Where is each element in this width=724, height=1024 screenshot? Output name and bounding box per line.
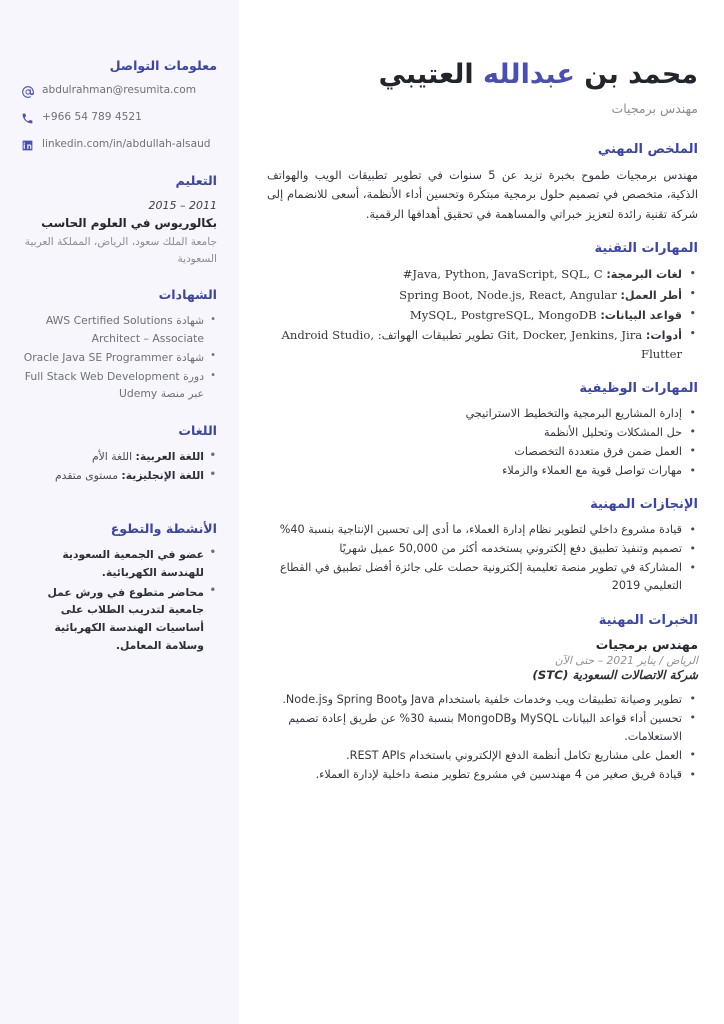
language-label: اللغة الإنجليزية: bbox=[121, 469, 204, 483]
name-part-2: العتيبي bbox=[378, 59, 484, 90]
at-icon bbox=[20, 84, 35, 99]
section-title-achievements: الإنجازات المهنية bbox=[590, 497, 698, 513]
list-item bbox=[20, 467, 217, 484]
candidate-name bbox=[267, 58, 698, 92]
skill-label: لغات البرمجة: bbox=[606, 268, 682, 282]
education-degree: بكالوريوس في العلوم الحاسب bbox=[41, 215, 217, 230]
experience-company: شركة الاتصالات السعودية (STC) bbox=[532, 667, 698, 682]
name-accent-part: عبدالله bbox=[483, 59, 575, 90]
skill-value: Git, Docker, Jenkins, Jira تطوير تطبيقات الهواتف: Android Studio, Flutter bbox=[281, 327, 682, 361]
sidebar-section-education bbox=[20, 173, 217, 267]
list-item: • مهارات تواصل قوية مع العملاء والزملاء bbox=[267, 462, 698, 480]
contact-row-linkedin[interactable] bbox=[20, 137, 217, 153]
list-item: • تحسين أداء قواعد البيانات MySQL وMongoDB بنسبة 30% عن طريق إعادة تصميم الاستعلامات. bbox=[267, 710, 698, 746]
list-item bbox=[267, 326, 698, 364]
list-item: • إدارة المشاريع البرمجية والتخطيط الاستراتيجي bbox=[267, 405, 698, 423]
functional-skills-list bbox=[267, 405, 698, 481]
main-column bbox=[239, 0, 724, 1024]
sidebar-title-certifications: الشهادات bbox=[158, 287, 217, 303]
section-technical-skills bbox=[267, 241, 698, 363]
skill-value: Spring Boot, Node.js, React, Angular bbox=[399, 287, 617, 302]
list-item: • شهادة AWS Certified Solutions Architect – Associate bbox=[20, 312, 217, 347]
list-item: • حل المشكلات وتحليل الأنظمة bbox=[267, 424, 698, 442]
list-item: • العمل ضمن فرق متعددة التخصصات bbox=[267, 443, 698, 461]
section-achievements bbox=[267, 497, 698, 595]
experience-list bbox=[267, 691, 698, 785]
list-item: • عضو في الجمعية السعودية للهندسة الكهربائية. bbox=[20, 546, 217, 582]
skill-value: Java, Python, JavaScript, SQL, C# bbox=[402, 267, 603, 282]
phone-icon bbox=[20, 111, 35, 126]
sidebar-section-languages bbox=[20, 423, 217, 485]
experience-meta: الرياض / يناير 2021 – حتى الآن bbox=[554, 653, 698, 667]
section-title-summary: الملخص المهني bbox=[597, 141, 698, 157]
candidate-job-title: مهندس برمجيات bbox=[611, 100, 698, 116]
list-item bbox=[20, 448, 217, 465]
skill-label: قواعد البيانات: bbox=[600, 308, 682, 322]
sidebar-section-volunteering bbox=[20, 521, 217, 655]
sidebar-column bbox=[0, 0, 239, 1024]
skill-value: MySQL, PostgreSQL, MongoDB bbox=[409, 307, 597, 322]
volunteering-list bbox=[20, 546, 217, 655]
section-functional-skills bbox=[267, 381, 698, 480]
certifications-list bbox=[20, 312, 217, 402]
list-item: • محاضر متطوع في ورش عمل جامعية لتدريب الطلاب على أساسيات الهندسة الكهربائية وسلامة المعامل. bbox=[20, 584, 217, 655]
list-item: • المشاركة في تطوير منصة تعليمية إلكترونية حصلت على جائزة أفضل تطبيق في القطاع التعليمي 2019 bbox=[267, 559, 698, 595]
section-experience bbox=[267, 613, 698, 785]
list-item: • شهادة Oracle Java SE Programmer bbox=[20, 349, 217, 366]
contact-row-email[interactable] bbox=[20, 83, 217, 99]
linkedin-icon bbox=[20, 138, 35, 153]
sidebar-title-languages: اللغات bbox=[178, 422, 217, 438]
language-label: اللغة العربية: bbox=[135, 450, 204, 464]
list-item: • قيادة فريق صغير من 4 مهندسين في مشروع تطوير منصة داخلية لإدارة العملاء. bbox=[267, 766, 698, 784]
list-item bbox=[267, 306, 698, 325]
skill-label: أطر العمل: bbox=[620, 288, 682, 302]
sidebar-section-contact bbox=[20, 58, 217, 153]
summary-text: مهندس برمجيات طموح بخبرة تزيد عن 5 سنوات في تطوير تطبيقات الويب والهواتف الذكية، متخصص في تصميم حلول برمجية مبتكرة وتحسين أداء الأنظمة، أسعى للانضمام إلى شركة تقنية رائدة لتعزيز خبراتي والمساهمة في تحقيق أهدافها الرقمية. bbox=[267, 167, 698, 221]
list-item bbox=[267, 286, 698, 305]
skill-label: أدوات: bbox=[645, 328, 682, 342]
language-value: اللغة الأم bbox=[91, 450, 136, 464]
section-title-technical-skills: المهارات التقنية bbox=[594, 241, 698, 257]
list-item: • دورة Full Stack Web Development عبر منصة Udemy bbox=[20, 368, 217, 403]
sidebar-title-contact: معلومات التواصل bbox=[109, 58, 217, 73]
education-school: جامعة الملك سعود، الرياض، المملكة العربية السعودية bbox=[24, 236, 217, 265]
experience-position: مهندس برمجيات bbox=[595, 636, 698, 652]
contact-email-text: abdulrahman@resumita.com bbox=[42, 84, 197, 97]
sidebar-title-volunteering: الأنشطة والتطوع bbox=[110, 520, 217, 536]
section-title-functional-skills: المهارات الوظيفية bbox=[579, 380, 698, 396]
list-item: • تصميم وتنفيذ تطبيق دفع إلكتروني يستخدمه أكثر من 50,000 عميل شهريًا bbox=[267, 540, 698, 558]
list-item: • تطوير وصيانة تطبيقات ويب وخدمات خلفية باستخدام Java وSpring Boot وNode.js. bbox=[267, 691, 698, 709]
sidebar-title-education: التعليم bbox=[175, 173, 217, 189]
education-date: 2011 – 2015 bbox=[148, 198, 217, 212]
section-summary bbox=[267, 142, 698, 225]
sidebar-section-certifications bbox=[20, 287, 217, 403]
technical-skills-list bbox=[267, 265, 698, 363]
list-item: • قيادة مشروع داخلي لتطوير نظام إدارة العملاء، ما أدى إلى تحسين الإنتاجية بنسبة 40% bbox=[267, 521, 698, 539]
name-part-1: محمد بن bbox=[574, 59, 698, 90]
achievements-list bbox=[267, 521, 698, 596]
contact-row-phone[interactable] bbox=[20, 110, 217, 126]
section-title-experience: الخبرات المهنية bbox=[598, 612, 698, 628]
language-value: مستوى متقدم bbox=[54, 469, 122, 483]
contact-linkedin-text: linkedin.com/in/abdullah-alsaud bbox=[42, 138, 211, 151]
list-item bbox=[267, 265, 698, 284]
contact-phone-text: +966 54 789 4521 bbox=[42, 111, 142, 124]
list-item: • العمل على مشاريع تكامل أنظمة الدفع الإلكتروني باستخدام REST APIs. bbox=[267, 747, 698, 765]
languages-list bbox=[20, 448, 217, 485]
